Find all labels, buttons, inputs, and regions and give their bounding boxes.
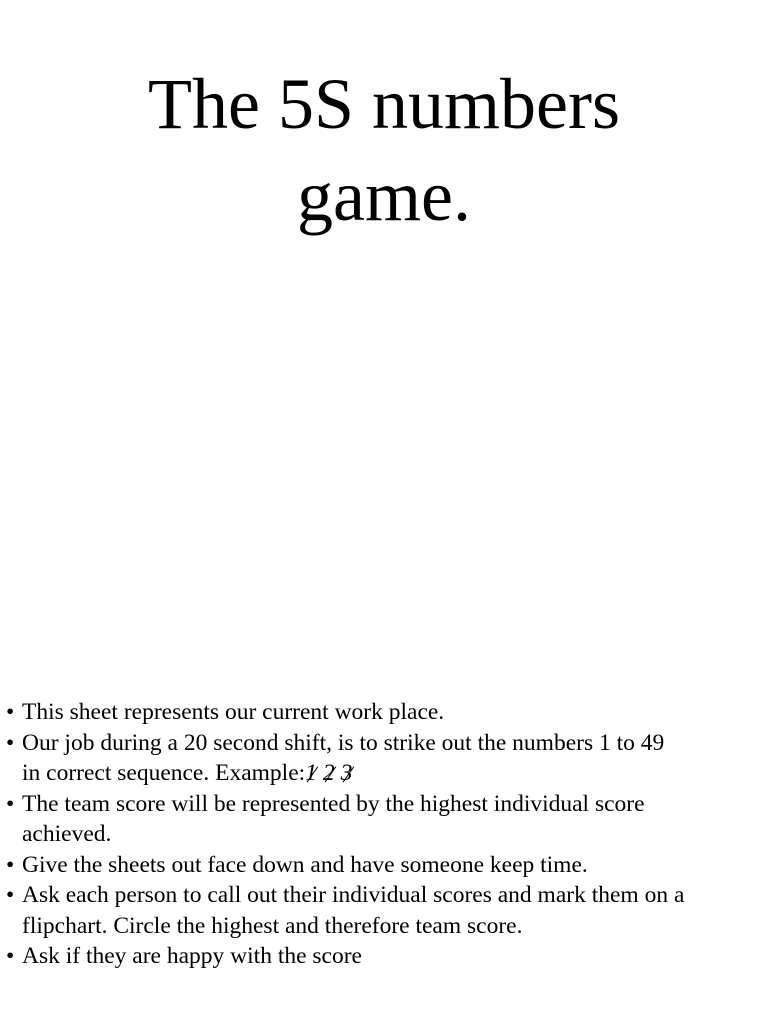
title-line-1: The 5S numbers (148, 64, 620, 144)
list-item (6, 941, 762, 972)
instruction-list (6, 697, 762, 972)
bullet-glyph: • (6, 699, 15, 725)
struck-example (305, 760, 358, 786)
bullet-text-continued: achieved. (22, 821, 112, 847)
bullet-text: Ask if they are happy with the score (22, 943, 362, 969)
bullet-glyph: • (6, 943, 15, 969)
bullet-text: in correct sequence. Example: (22, 760, 306, 786)
bullet-text-continued: flipchart. Circle the highest and therefore team score. (22, 912, 523, 939)
page-title (0, 58, 768, 242)
bullet-text: Give the sheets out face down and have someone keep time. (22, 851, 588, 878)
list-item (6, 850, 762, 881)
bullet-glyph: • (6, 729, 15, 756)
bullet-text: This sheet represents our current work place. (22, 699, 445, 725)
struck-number: 3 (341, 758, 355, 789)
bullet-text: Ask each person to call out their individual scores and mark them on a (22, 882, 685, 908)
bullet-glyph: • (6, 882, 15, 908)
list-item (6, 728, 762, 789)
list-item (6, 697, 762, 728)
list-item (6, 789, 762, 850)
struck-number: 1 (305, 758, 319, 789)
list-item (6, 880, 762, 941)
bullet-text: The team score will be represented by the highest individual score (22, 790, 645, 817)
title-line-2: game. (297, 156, 471, 236)
bullet-text-continued (22, 758, 762, 789)
struck-number: 2 (323, 758, 337, 789)
bullet-text: Our job during a 20 second shift, is to strike out the numbers 1 to 49 (22, 729, 665, 756)
bullet-glyph: • (6, 851, 15, 878)
bullet-glyph: • (6, 790, 15, 817)
